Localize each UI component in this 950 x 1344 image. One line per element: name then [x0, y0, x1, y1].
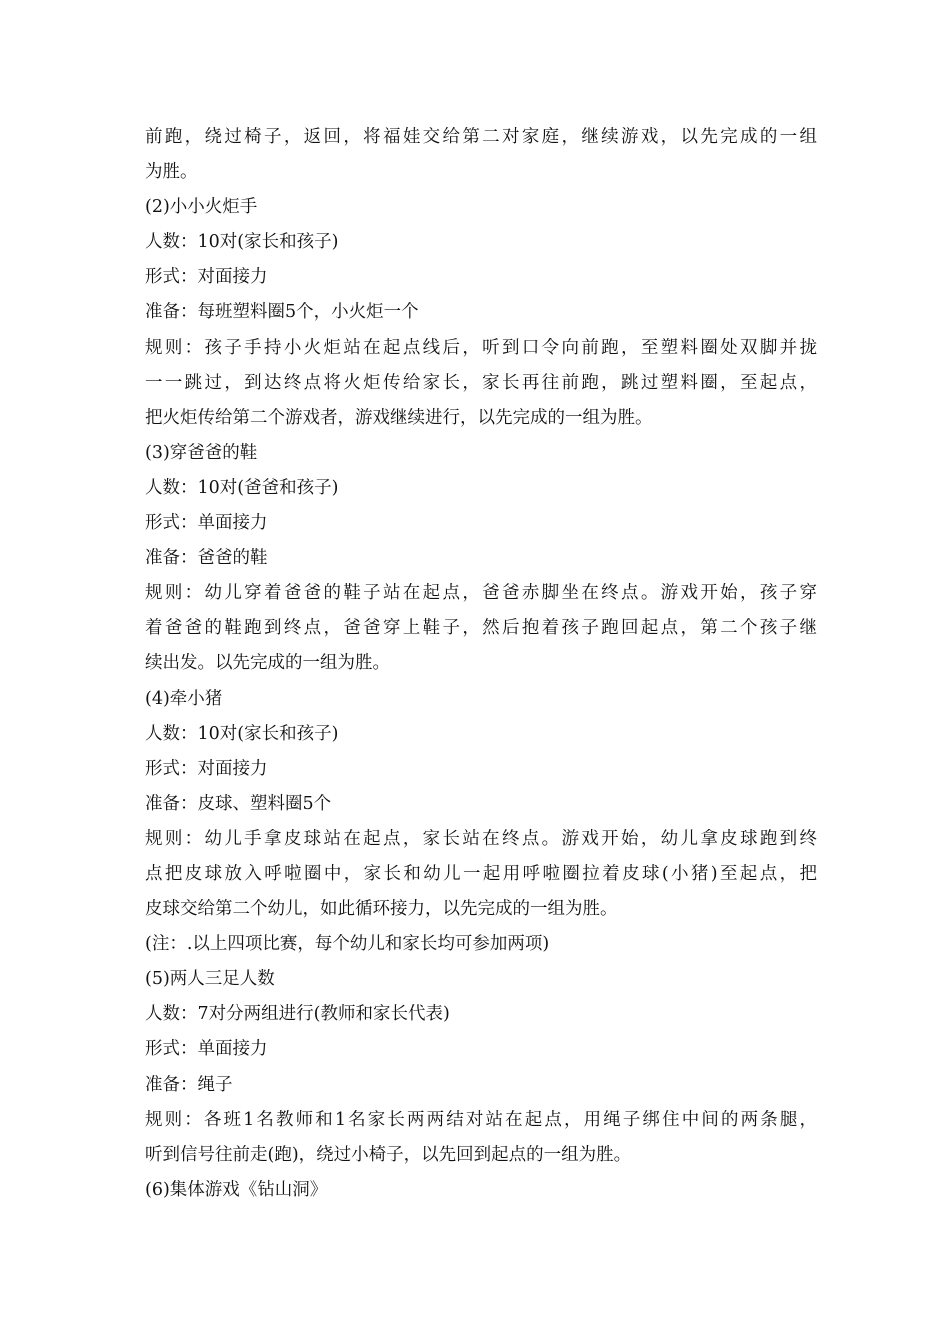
paragraph-line: 为胜。: [145, 162, 198, 183]
format-line: 形式：对面接力: [145, 758, 268, 779]
participants-line: 人数：10对(家长和孩子): [145, 723, 339, 744]
rules-line: 听到信号往前走(跑)，绕过小椅子，以先回到起点的一组为胜。: [145, 1144, 632, 1165]
section-heading: (5)两人三足人数: [145, 969, 275, 990]
format-line: 形式：对面接力: [145, 267, 268, 288]
preparation-line: 准备：皮球、塑料圈5个: [145, 793, 332, 814]
preparation-line: 准备：每班塑料圈5个，小火炬一个: [145, 302, 419, 323]
rules-line: 规则：幼儿穿着爸爸的鞋子站在起点，爸爸赤脚坐在终点。游戏开始，孩子穿: [145, 583, 817, 604]
section-heading: (3)穿爸爸的鞋: [145, 442, 258, 463]
document-body: [145, 120, 817, 1208]
rules-line: 规则：孩子手持小火炬站在起点线后，听到口令向前跑，至塑料圈处双脚并拢: [145, 337, 817, 358]
rules-line: 着爸爸的鞋跑到终点，爸爸穿上鞋子，然后抱着孩子跑回起点，第二个孩子继: [145, 618, 817, 639]
format-line: 形式：单面接力: [145, 513, 268, 534]
participants-line: 人数：10对(家长和孩子): [145, 232, 339, 253]
section-heading: (6)集体游戏《钻山洞》: [145, 1179, 328, 1200]
rules-line: 规则：各班1名教师和1名家长两两结对站在起点，用绳子绑住中间的两条腿，: [145, 1109, 817, 1130]
note-line: (注：.以上四项比赛，每个幼儿和家长均可参加两项): [145, 934, 550, 955]
section-heading: (2)小小火炬手: [145, 197, 258, 218]
preparation-line: 准备：绳子: [145, 1074, 233, 1095]
format-line: 形式：单面接力: [145, 1039, 268, 1060]
rules-line: 一一跳过，到达终点将火炬传给家长，家长再往前跑，跳过塑料圈，至起点，: [145, 372, 817, 393]
participants-line: 人数：7对分两组进行(教师和家长代表): [145, 1004, 450, 1025]
rules-line: 皮球交给第二个幼儿，如此循环接力，以先完成的一组为胜。: [145, 899, 618, 920]
preparation-line: 准备：爸爸的鞋: [145, 548, 268, 569]
rules-line: 续出发。以先完成的一组为胜。: [145, 653, 390, 674]
rules-line: 点把皮球放入呼啦圈中，家长和幼儿一起用呼啦圈拉着皮球(小猪)至起点，把: [145, 863, 817, 884]
rules-line: 规则：幼儿手拿皮球站在起点，家长站在终点。游戏开始，幼儿拿皮球跑到终: [145, 828, 817, 849]
participants-line: 人数：10对(爸爸和孩子): [145, 477, 339, 498]
paragraph-line: 前跑，绕过椅子，返回，将福娃交给第二对家庭，继续游戏，以先完成的一组: [145, 127, 817, 147]
section-heading: (4)牵小猪: [145, 688, 223, 709]
rules-line: 把火炬传给第二个游戏者，游戏继续进行，以先完成的一组为胜。: [145, 407, 653, 428]
